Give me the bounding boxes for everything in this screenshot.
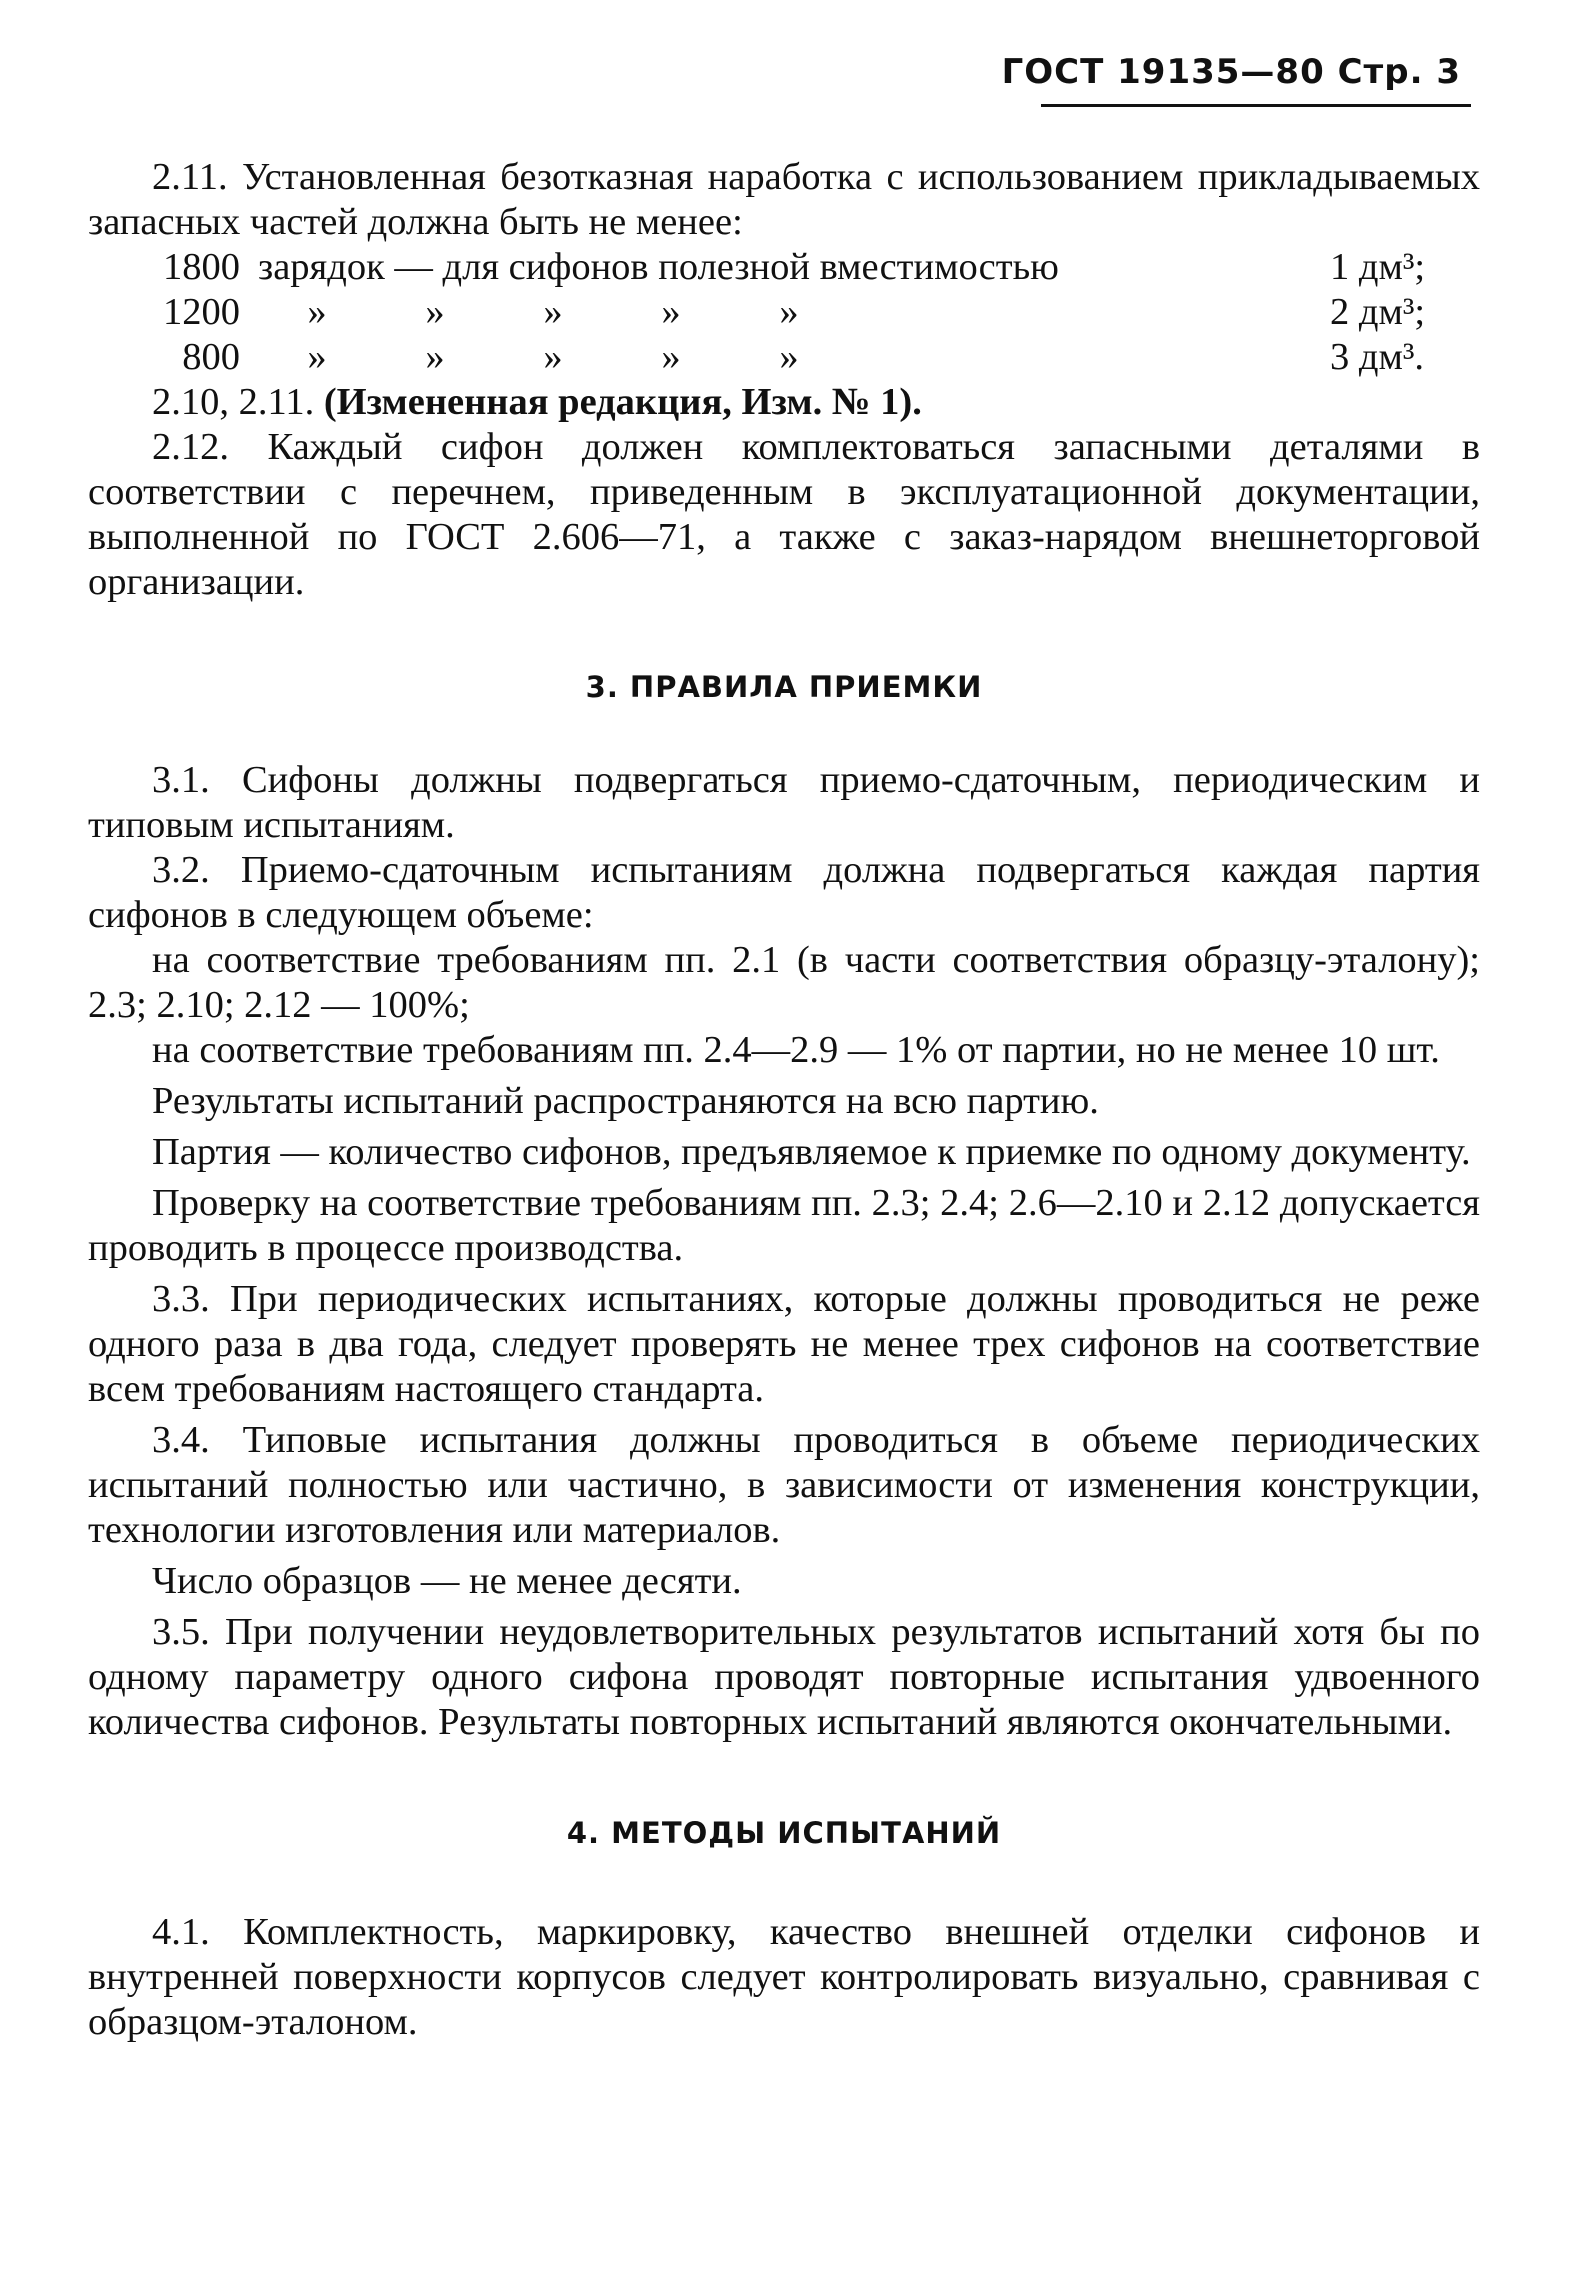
paragraph-3-2: 3.2. Приемо-сдаточным испытаниям должна подвергаться каждая партия сифонов в следующем объеме: bbox=[88, 849, 1480, 936]
ditto-mark: » bbox=[307, 291, 327, 333]
body-text bbox=[88, 155, 1480, 2045]
list-volume: 3 дм³. bbox=[1330, 336, 1424, 378]
paragraph-3-1: 3.1. Сифоны должны подвергаться приемо-сдаточным, периодическим и типовым испытаниям. bbox=[88, 759, 1480, 846]
section-heading-test-methods: 4. МЕТОДЫ ИСПЫТАНИЙ bbox=[566, 1816, 1002, 1850]
amendment-prefix: 2.10, 2.11. bbox=[152, 381, 315, 423]
list-volume: 2 дм³; bbox=[1330, 291, 1426, 333]
paragraph-4-1: 4.1. Комплектность, маркировку, качество внешней отделки сифонов и внутренней поверхности корпусов следует контролировать визуально, сравнивая с образцом-эталоном. bbox=[88, 1911, 1480, 2043]
paragraph-batch-definition: Партия — количество сифонов, предъявляемое к приемке по одному документу. bbox=[152, 1131, 1471, 1173]
paragraph-2-12: 2.12. Каждый сифон должен комплектоваться запасными деталями в соответствии с перечнем, приведенным в эксплуатационной документации, выполненной по ГОСТ 2.606—71, а также с заказ-нарядом внешнеторговой организации. bbox=[88, 426, 1480, 603]
ditto-mark: » bbox=[543, 291, 563, 333]
ditto-mark: » bbox=[543, 336, 563, 378]
ditto-mark: » bbox=[425, 291, 445, 333]
paragraph-2-11: 2.11. Установленная безотказная наработка с использованием прикладываемых запасных частей должна быть не менее: bbox=[88, 156, 1480, 243]
ditto-mark: » bbox=[661, 291, 681, 333]
ditto-mark: » bbox=[779, 336, 799, 378]
ditto-mark: » bbox=[661, 336, 681, 378]
list-item-800 bbox=[88, 335, 1480, 380]
paragraph-results: Результаты испытаний распространяются на всю партию. bbox=[152, 1080, 1099, 1122]
header-rule bbox=[1041, 104, 1471, 107]
paragraph-3-3: 3.3. При периодических испытаниях, которые должны проводиться не реже одного раза в два года, следует проверять не менее трех сифонов на соответствие всем требованиям настоящего стандарта. bbox=[88, 1278, 1480, 1410]
list-volume: 1 дм³; bbox=[1330, 246, 1426, 288]
amendment-note bbox=[88, 380, 1480, 425]
section-heading-acceptance-rules: 3. ПРАВИЛА ПРИЕМКИ bbox=[585, 670, 983, 704]
ditto-mark: » bbox=[779, 291, 799, 333]
list-item-1200 bbox=[88, 290, 1480, 335]
paragraph-3-2-item-b: на соответствие требованиям пп. 2.4—2.9 — 1% от партии, но не менее 10 шт. bbox=[152, 1029, 1440, 1071]
paragraph-3-5: 3.5. При получении неудовлетворительных результатов испытаний хотя бы по одному параметру одного сифона проводят повторные испытания удвоенного количества сифонов. Результаты повторных испытаний являются окончательными. bbox=[88, 1611, 1480, 1743]
paragraph-3-2-item-a: на соответствие требованиям пп. 2.1 (в части соответствия образцу-эталону); 2.3; 2.10; 2.12 — 100%; bbox=[88, 939, 1480, 1026]
paragraph-production-check: Проверку на соответствие требованиям пп. 2.3; 2.4; 2.6—2.10 и 2.12 допускается проводить в процессе производства. bbox=[88, 1182, 1480, 1269]
running-header: ГОСТ 19135—80 Стр. 3 bbox=[1001, 52, 1461, 92]
ditto-mark: » bbox=[425, 336, 445, 378]
list-qty: 800 bbox=[182, 336, 240, 378]
list-item-1800 bbox=[88, 245, 1480, 290]
list-qty: 1200 bbox=[163, 291, 240, 333]
paragraph-sample-count: Число образцов — не менее десяти. bbox=[152, 1560, 742, 1602]
paragraph-3-4: 3.4. Типовые испытания должны проводиться в объеме периодических испытаний полностью или частично, в зависимости от изменения конструкции, технологии изготовления или материалов. bbox=[88, 1419, 1480, 1551]
list-qty: 1800 bbox=[163, 246, 240, 288]
list-text: зарядок — для сифонов полезной вместимостью bbox=[258, 246, 1059, 288]
ditto-mark: » bbox=[307, 336, 327, 378]
amendment-label: (Измененная редакция, Изм. № 1). bbox=[323, 381, 922, 423]
